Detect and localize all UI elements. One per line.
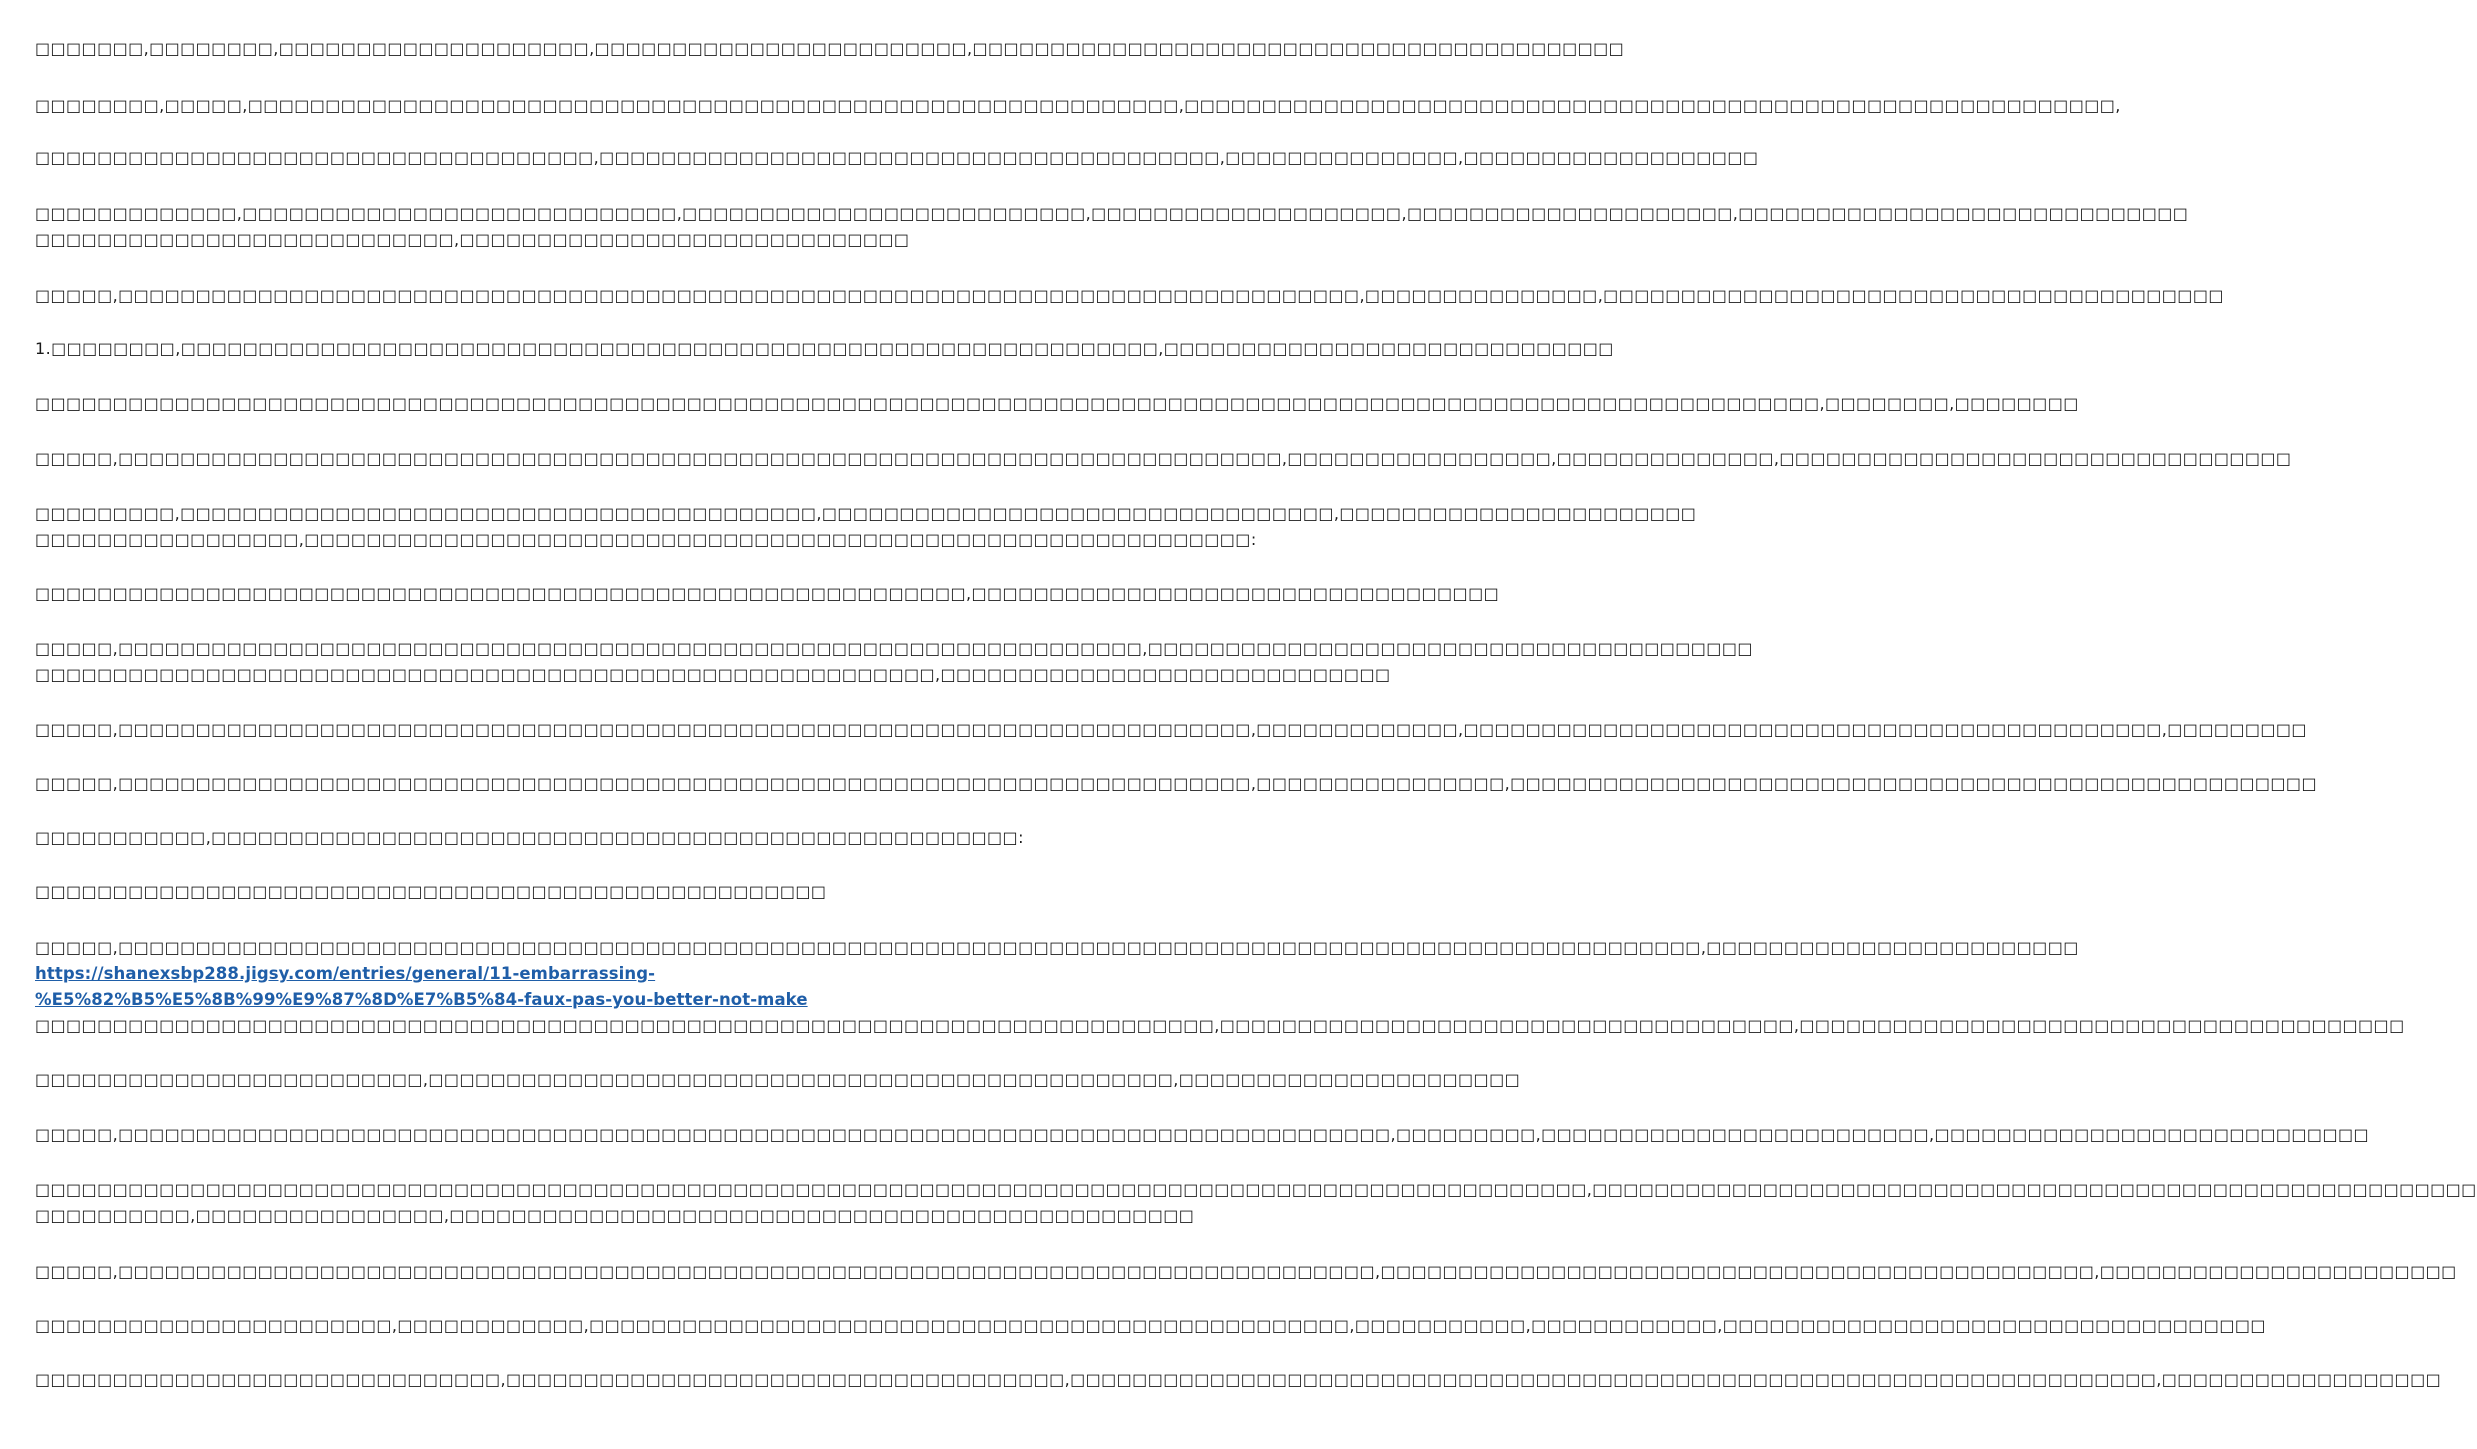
paragraph-line: □□□□□□□□□□□□□□□□□,□□□□□□□□□□□□□□□□□□□□□□□□□□□□□□□□□□□□□□□□□□□□□□□□□□□□□□□□□□□□□:: [35, 530, 1257, 549]
paragraph-line: □□□□□□□□□□□,□□□□□□□□□□□□□□□□□□□□□□□□□□□□□□□□□□□□□□□□□□□□□□□□□□□□:: [35, 828, 1024, 847]
paragraph-line: □□□□□,□□□□□□□□□□□□□□□□□□□□□□□□□□□□□□□□□□□□□□□□□□□□□□□□□□□□□□□□□□□□□□□□□□□□□□□□□,□□□□□□□□□□□□□,□□□□□□□□□□□□□□□□□□□□□□□□□□□□□□□□□□□□□□□□□□□□□,□□□□□□□□□: [35, 720, 2307, 739]
paragraph-line: □□□□□□□□□□□□□□□□□□□□□□□□□□□□□□□□□□□□□□□□□□□□□□□□□□□□□□□□□□,□□□□□□□□□□□□□□□□□□□□□□□□□□□□□: [35, 665, 1391, 684]
paragraph-line: □□□□□□□□□□□□□□□□□□□□□□□,□□□□□□□□□□□□,□□□□□□□□□□□□□□□□□□□□□□□□□□□□□□□□□□□□□□□□□□□□□□□□□,□□□□□□□□□□□,□□□□□□□□□□□□,□□□□□□□□□□□□□□□□□□□□□□□□□□□□□□□□□□□: [35, 1316, 2266, 1335]
paragraph-10: [35, 581, 1500, 607]
paragraph-line: □□□□□,□□□□□□□□□□□□□□□□□□□□□□□□□□□□□□□□□□□□□□□□□□□□□□□□□□□□□□□□□□□□□□□□□□□□□□□□□,□□□□□□□□□□□□□□□□,□□□□□□□□□□□□□□□□□□□□□□□□□□□□□□□□□□□□□□□□□□□□□□□□□□□□: [35, 774, 2317, 793]
paragraph-line: □□□□□□□□□□□□□□□□□□□□□□□□□□□□□□□□□□□□□□□□□□□□□□□□□□□□□□□□□□□□□□□□□□□□□□□□□□□□,□□□□□□□□□□□□□□□□□□□□□□□□□□□□□□□□□□□□□,□□□□□□□□□□□□□□□□□□□□□□□□□□□□□□□□□□□□□□□: [35, 1016, 2405, 1035]
paragraph-line: □□□□□,□□□□□□□□□□□□□□□□□□□□□□□□□□□□□□□□□□□□□□□□□□□□□□□□□□□□□□□□□□□□□□□□□□□□□□□□□□□□□□□□□,□□□□□□□□□□□□□□□□□□□□□□□□□□□□□□□□□□□□□□□□□□□□□□,□□□□□□□□□□□□□□□□□□□□□□□: [35, 1262, 2457, 1281]
paragraph-line: □□□□□,□□□□□□□□□□□□□□□□□□□□□□□□□□□□□□□□□□□□□□□□□□□□□□□□□□□□□□□□□□□□□□□□□□□□□□□□□□□□□□□□,□□□□□□□□□□□□□□□,□□□□□□□□□□□□□□□□□□□□□□□□□□□□□□□□□□□□□□□□: [35, 286, 2224, 305]
paragraph-6: [35, 336, 1614, 362]
paragraph-8: [35, 446, 2292, 472]
paragraph-4: [35, 201, 2189, 253]
paragraph-14: [35, 825, 1024, 851]
paragraph-line: □□□□□□□□□□□□□□□□□□□□□□□□□□□□□□□□□□□□□□□□□□□□□□□□□□□□□□□□□□□□□□□□□□□□□□□□□□□□□□□□□□□□□□□□□□□□□□□□□□□□,□□□□□□□□□□□□□□□□□□□□□□□□□□□□□□□□□□□□□□□□□□□□□□□□□□□□□□□□□: [35, 1180, 2477, 1199]
paragraph-19: [35, 1122, 2370, 1148]
paragraph-9: [35, 501, 1697, 553]
paragraph-line: □□□□□□□□□□,□□□□□□□□□□□□□□□□,□□□□□□□□□□□□□□□□□□□□□□□□□□□□□□□□□□□□□□□□□□□□□□□□: [35, 1206, 1195, 1225]
paragraph-23: [35, 1367, 2442, 1393]
paragraph-line: □□□□□□□□□□□□□□□□□□□□□□□□□□□□□□□□□□□□□□□□□□□□□□□□□□□: [35, 882, 827, 901]
paragraph-line: □□□□□,□□□□□□□□□□□□□□□□□□□□□□□□□□□□□□□□□□□□□□□□□□□□□□□□□□□□□□□□□□□□□□□□□□□□□□□□□□□□□□□□□□□□□□□□□□□□□□□□□□□□□□,□□□□□□□□□□□□□□□□□□□□□□□□: [35, 938, 2079, 957]
paragraph-line: □□□□□□□□□□□□□,□□□□□□□□□□□□□□□□□□□□□□□□□□□□,□□□□□□□□□□□□□□□□□□□□□□□□□□,□□□□□□□□□□□□□□□□□□□□,□□□□□□□□□□□□□□□□□□□□□,□□□□□□□□□□□□□□□□□□□□□□□□□□□□□: [35, 204, 2189, 223]
paragraph-1: [35, 36, 1625, 62]
paragraph-18: [35, 1067, 1521, 1093]
paragraph-line: □□□□□□□□□,□□□□□□□□□□□□□□□□□□□□□□□□□□□□□□□□□□□□□□□□□,□□□□□□□□□□□□□□□□□□□□□□□□□□□□□□□□□,□□□□□□□□□□□□□□□□□□□□□□□: [35, 504, 1697, 523]
paragraph-15: [35, 879, 990, 905]
paragraph-13: [35, 771, 2317, 797]
paragraph-3: [35, 145, 1759, 171]
article-link-line-2[interactable]: %E5%82%B5%E5%8B%99%E9%87%8D%E7%B5%84-faux-pas-you-better-not-make: [35, 990, 808, 1009]
paragraph-2: [35, 93, 2121, 119]
paragraph-line: 1.□□□□□□□□,□□□□□□□□□□□□□□□□□□□□□□□□□□□□□□□□□□□□□□□□□□□□□□□□□□□□□□□□□□□□□□□,□□□□□□□□□□□□□□□□□□□□□□□□□□□□□: [35, 339, 1614, 358]
paragraph-20: [35, 1177, 2477, 1229]
paragraph-21: [35, 1259, 2457, 1285]
paragraph-line: □□□□□□□□,□□□□□,□□□□□□□□□□□□□□□□□□□□□□□□□□□□□□□□□□□□□□□□□□□□□□□□□□□□□□□□□□□□,□□□□□□□□□□□□□□□□□□□□□□□□□□□□□□□□□□□□□□□□□□□□□□□□□□□□□□□□□□□□,: [35, 96, 2121, 115]
paragraph-line: □□□□□□□□□□□□□□□□□□□□□□□□□□□□□□,□□□□□□□□□□□□□□□□□□□□□□□□□□□□□□□□□□□□,□□□□□□□□□□□□□□□□□□□□□□□□□□□□□□□□□□□□□□□□□□□□□□□□□□□□□□□□□□□□□□□□□□□□□□,□□□□□□□□□□□□□□□□□□: [35, 1370, 2442, 1389]
paragraph-line: □□□□□□□□□□□□□□□□□□□□□□□□□,□□□□□□□□□□□□□□□□□□□□□□□□□□□□□□□□□□□□□□□□□□□□□□□□,□□□□□□□□□□□□□□□□□□□□□□: [35, 1070, 1521, 1089]
paragraph-line: □□□□□,□□□□□□□□□□□□□□□□□□□□□□□□□□□□□□□□□□□□□□□□□□□□□□□□□□□□□□□□□□□□□□□□□□□□□□□□□□□□□□□□□□,□□□□□□□□□,□□□□□□□□□□□□□□□□□□□□□□□□□,□□□□□□□□□□□□□□□□□□□□□□□□□□□□: [35, 1125, 2370, 1144]
paragraph-11: [35, 636, 1753, 688]
paragraph-line: □□□□□,□□□□□□□□□□□□□□□□□□□□□□□□□□□□□□□□□□□□□□□□□□□□□□□□□□□□□□□□□□□□□□□□□□□□□□□□□□□,□□□□□□□□□□□□□□□□□,□□□□□□□□□□□□□□,□□□□□□□□□□□□□□□□□□□□□□□□□□□□□□□□□: [35, 449, 2292, 468]
paragraph-16: [35, 935, 2405, 1039]
paragraph-line: □□□□□□□□□□□□□□□□□□□□□□□□□□□,□□□□□□□□□□□□□□□□□□□□□□□□□□□□□: [35, 230, 910, 249]
paragraph-22: [35, 1313, 2266, 1339]
document-page: [35, 0, 2477, 1449]
paragraph-7: [35, 391, 2079, 417]
paragraph-12: [35, 717, 2307, 743]
paragraph-line: □□□□□□□,□□□□□□□□,□□□□□□□□□□□□□□□□□□□□,□□□□□□□□□□□□□□□□□□□□□□□□,□□□□□□□□□□□□□□□□□□□□□□□□□□□□□□□□□□□□□□□□□□: [35, 39, 1625, 58]
paragraph-line: □□□□□□□□□□□□□□□□□□□□□□□□□□□□□□□□□□□□,□□□□□□□□□□□□□□□□□□□□□□□□□□□□□□□□□□□□□□□□,□□□□□□□□□□□□□□□,□□□□□□□□□□□□□□□□□□□: [35, 148, 1759, 167]
paragraph-5: [35, 283, 2224, 309]
paragraph-line: □□□□□□□□□□□□□□□□□□□□□□□□□□□□□□□□□□□□□□□□□□□□□□□□□□□□□□□□□□□□□□□□□□□□□□□□□□□□□□□□□□□□□□□□□□□□□□□□□□□□□□□□□□□□□□□□□□□,□□□□□□□□,□□□□□□□□: [35, 394, 2079, 413]
paragraph-line: □□□□□□□□□□□□□□□□□□□□□□□□□□□□□□□□□□□□□□□□□□□□□□□□□□□□□□□□□□□□,□□□□□□□□□□□□□□□□□□□□□□□□□□□□□□□□□□: [35, 584, 1500, 603]
paragraph-line: □□□□□,□□□□□□□□□□□□□□□□□□□□□□□□□□□□□□□□□□□□□□□□□□□□□□□□□□□□□□□□□□□□□□□□□□,□□□□□□□□□□□□□□□□□□□□□□□□□□□□□□□□□□□□□□□: [35, 639, 1753, 658]
article-link-line-1[interactable]: https://shanexsbp288.jigsy.com/entries/general/11-embarrassing-: [35, 964, 656, 983]
